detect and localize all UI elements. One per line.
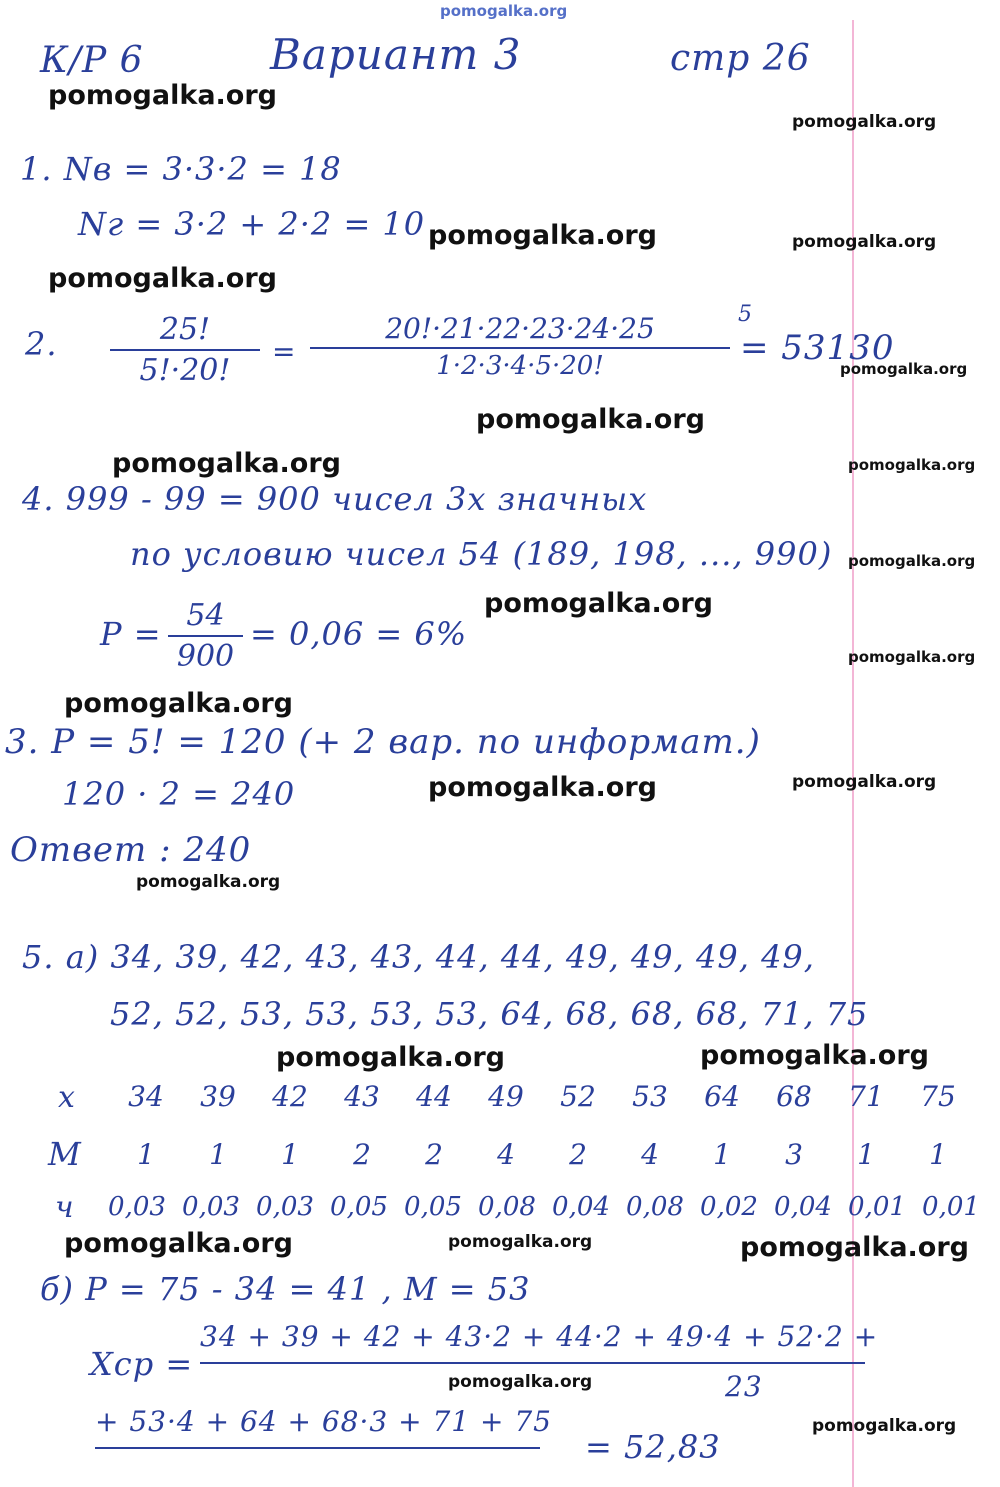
table-cell-frequency: 0,02 xyxy=(700,1192,758,1222)
watermark: pomogalka.org xyxy=(64,688,293,719)
task5b-line: б) P = 75 - 34 = 41 , M = 53 xyxy=(40,1270,531,1308)
task1-line2: Nг = 3·2 + 2·2 = 10 xyxy=(78,205,426,243)
task3-answer: Ответ : 240 xyxy=(10,830,252,870)
header-variant: Вариант 3 xyxy=(270,30,522,79)
xcp-label: Xср = xyxy=(90,1345,194,1383)
task4-numerator: 54 xyxy=(186,598,225,633)
table-cell-m: 2 xyxy=(353,1138,371,1171)
table-cell-m: 1 xyxy=(857,1138,875,1171)
watermark: pomogalka.org xyxy=(792,112,937,132)
watermark: pomogalka.org xyxy=(700,1040,929,1071)
table-cell-x: 75 xyxy=(920,1080,956,1113)
mean-fraction-bar xyxy=(200,1362,865,1364)
task5-data-line1: 5. а) 34, 39, 42, 43, 43, 44, 44, 49, 49, 49, 49, xyxy=(22,938,815,976)
table-cell-m: 1 xyxy=(209,1138,227,1171)
table-cell-x: 43 xyxy=(344,1080,380,1113)
task2-label: 2. xyxy=(25,325,58,363)
table-cell-m: 3 xyxy=(785,1138,803,1171)
table-cell-x: 68 xyxy=(776,1080,812,1113)
watermark: pomogalka.org xyxy=(112,448,341,479)
task4-line2: по условию чисел 54 (189, 198, ..., 990) xyxy=(130,535,833,573)
task2-superscript: 5 xyxy=(738,302,753,327)
watermark: pomogalka.org xyxy=(136,872,281,892)
header-page: стр 26 xyxy=(670,38,811,79)
table-row-x xyxy=(110,1080,974,1113)
task5-data-line2: 52, 52, 53, 53, 53, 53, 64, 68, 68, 68, 71, 75 xyxy=(110,995,869,1033)
watermark: pomogalka.org xyxy=(840,360,968,378)
table-cell-x: 71 xyxy=(848,1080,884,1113)
task4-result: = 0,06 = 6% xyxy=(250,615,468,653)
watermark: pomogalka.org xyxy=(792,232,937,252)
table-cell-x: 44 xyxy=(416,1080,452,1113)
task2-frac2-denominator: 1·2·3·4·5·20! xyxy=(436,351,604,381)
watermark: pomogalka.org xyxy=(64,1228,293,1259)
task1-line1: 1. Nв = 3·3·2 = 18 xyxy=(20,150,342,188)
table-cell-x: 52 xyxy=(560,1080,596,1113)
table-cell-frequency: 0,04 xyxy=(552,1192,610,1222)
task2-frac2-numerator: 20!·21·22·23·24·25 xyxy=(385,312,655,345)
mean-numerator-underline xyxy=(95,1447,540,1449)
watermark: pomogalka.org xyxy=(428,772,657,803)
table-cell-x: 49 xyxy=(488,1080,524,1113)
table-cell-frequency: 0,05 xyxy=(404,1192,462,1222)
task4-fraction xyxy=(168,598,243,674)
table-cell-m: 2 xyxy=(569,1138,587,1171)
task4-line1: 4. 999 - 99 = 900 чисел 3х значных xyxy=(22,480,648,518)
task3-line2: 120 · 2 = 240 xyxy=(62,775,296,813)
watermark: pomogalka.org xyxy=(792,772,937,792)
table-cell-frequency: 0,01 xyxy=(922,1192,980,1222)
table-cell-m: 4 xyxy=(641,1138,659,1171)
table-w-label: ч xyxy=(55,1190,75,1225)
table-cell-x: 39 xyxy=(200,1080,236,1113)
table-cell-frequency: 0,08 xyxy=(478,1192,536,1222)
task2-frac1-denominator: 5!·20! xyxy=(139,353,231,388)
task2-fraction-1 xyxy=(110,312,260,388)
mean-result: = 52,83 xyxy=(585,1428,721,1466)
task4-denominator: 900 xyxy=(176,639,235,674)
watermark-top: pomogalka.org xyxy=(440,2,568,20)
task4-p-label: P = xyxy=(100,615,162,653)
table-cell-frequency: 0,03 xyxy=(108,1192,166,1222)
task2-frac1-numerator: 25! xyxy=(159,312,211,347)
table-cell-frequency: 0,04 xyxy=(774,1192,832,1222)
watermark: pomogalka.org xyxy=(276,1042,505,1073)
table-row-m xyxy=(110,1138,974,1171)
table-cell-m: 1 xyxy=(929,1138,947,1171)
watermark: pomogalka.org xyxy=(448,1372,593,1392)
table-cell-frequency: 0,01 xyxy=(848,1192,906,1222)
mean-numerator-part2: + 53·4 + 64 + 68·3 + 71 + 75 xyxy=(95,1405,552,1438)
table-cell-frequency: 0,03 xyxy=(256,1192,314,1222)
watermark: pomogalka.org xyxy=(848,552,976,570)
watermark: pomogalka.org xyxy=(484,588,713,619)
table-cell-frequency: 0,08 xyxy=(626,1192,684,1222)
table-cell-m: 1 xyxy=(281,1138,299,1171)
mean-denominator: 23 xyxy=(725,1370,763,1403)
mean-numerator-part1: 34 + 39 + 42 + 43·2 + 44·2 + 49·4 + 52·2 + xyxy=(200,1320,879,1353)
watermark: pomogalka.org xyxy=(428,220,657,251)
header-left: К/Р 6 xyxy=(40,40,144,81)
table-cell-frequency: 0,03 xyxy=(182,1192,240,1222)
table-cell-x: 64 xyxy=(704,1080,740,1113)
watermark: pomogalka.org xyxy=(812,1416,957,1436)
watermark: pomogalka.org xyxy=(848,648,976,666)
watermark: pomogalka.org xyxy=(740,1232,969,1263)
table-cell-m: 2 xyxy=(425,1138,443,1171)
table-cell-m: 1 xyxy=(713,1138,731,1171)
table-cell-x: 34 xyxy=(128,1080,164,1113)
table-x-label: x xyxy=(58,1080,76,1115)
watermark: pomogalka.org xyxy=(476,404,705,435)
task2-equals: = xyxy=(272,335,297,368)
task3-line1: 3. P = 5! = 120 (+ 2 вар. по информат.) xyxy=(5,722,761,762)
table-cell-frequency: 0,05 xyxy=(330,1192,388,1222)
task2-result: = 53130 xyxy=(740,328,895,368)
table-m-label: M xyxy=(48,1135,82,1173)
table-cell-m: 1 xyxy=(137,1138,155,1171)
table-cell-x: 53 xyxy=(632,1080,668,1113)
watermark: pomogalka.org xyxy=(448,1232,593,1252)
table-row-w xyxy=(100,1192,988,1222)
watermark: pomogalka.org xyxy=(48,263,277,294)
table-cell-x: 42 xyxy=(272,1080,308,1113)
table-cell-m: 4 xyxy=(497,1138,515,1171)
watermark: pomogalka.org xyxy=(848,456,976,474)
watermark: pomogalka.org xyxy=(48,80,277,111)
task2-fraction-2 xyxy=(310,312,730,381)
